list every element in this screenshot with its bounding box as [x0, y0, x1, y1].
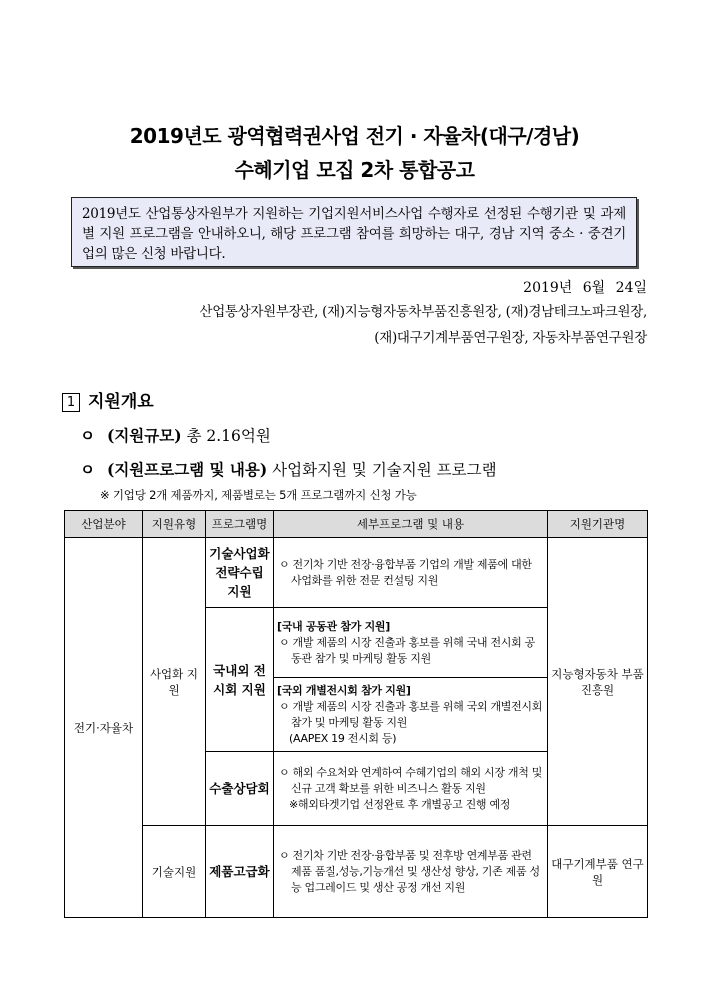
bullet-symbol: ㅇ [80, 427, 95, 445]
bullet-text: 총 2.16억원 [186, 427, 271, 445]
cell-program-export: 수출상담회 [206, 752, 274, 826]
bullet-support-scale [80, 424, 271, 446]
document-subtitle: 수혜기업 모집 2차 통합공고 [234, 158, 475, 182]
announcement-date: 2019년 6월 24일 [523, 280, 647, 296]
section-heading [62, 387, 154, 412]
cell-industry: 전기·자율차 [65, 538, 143, 918]
cell-type-tech: 기술지원 [143, 826, 206, 918]
section-title: 지원개요 [88, 392, 154, 412]
section-number: 1 [62, 393, 80, 412]
detail-note: (AAPEX 19 전시회 등) [289, 731, 397, 745]
cell-program-strategy: 기술사업화 전략수립 지원 [206, 538, 274, 608]
bullet-symbol: ㅇ [80, 461, 95, 479]
cell-detail-domestic [274, 608, 548, 678]
cell-type-commercial: 사업화 지원 [143, 538, 206, 826]
detail-text: ㅇ 해외 수요처와 연계하여 수혜기업의 해외 시장 개척 및 신규 고객 확보를 위한 비즈니스 활동 지원 [279, 765, 543, 795]
cell-detail-upgrade [274, 826, 548, 918]
header-organization: 지원기관명 [548, 511, 648, 538]
detail-text: ㅇ 전기차 기반 전장·융합부품 기업의 개발 제품에 대한 사업화를 위한 전문 컨설팅 지원 [279, 557, 532, 587]
cell-program-upgrade: 제품고급화 [206, 826, 274, 918]
header-program: 프로그램명 [206, 511, 274, 538]
cell-detail-strategy [274, 538, 548, 608]
detail-subtitle: [국내 공동관 참가 지원] [277, 619, 390, 633]
bullet-support-programs [80, 458, 497, 480]
header-industry: 산업분야 [65, 511, 143, 538]
bullet-label: (지원프로그램 및 내용) [106, 460, 268, 479]
cell-program-exhibition: 국내외 전시회 지원 [206, 608, 274, 752]
application-note: ※ 기업당 2개 제품까지, 제품별로는 5개 프로그램까지 신청 가능 [100, 488, 417, 502]
header-detail: 세부프로그램 및 내용 [274, 511, 548, 538]
table-row [65, 538, 648, 608]
header-support-type: 지원유형 [143, 511, 206, 538]
detail-text: ㅇ 개발 제품의 시장 진출과 홍보를 위해 국외 개별전시회 참가 및 마케팅 활동 지원 [279, 699, 543, 729]
program-table [64, 510, 648, 918]
detail-note: ※해외타겟기업 선정완료 후 개별공고 진행 예정 [289, 797, 511, 811]
cell-detail-overseas [274, 678, 548, 752]
detail-subtitle: [국외 개별전시회 참가 지원] [277, 683, 411, 697]
table-row [65, 826, 648, 918]
detail-text: ㅇ 개발 제품의 시장 진출과 홍보를 위해 국내 전시회 공동관 참가 및 마케팅 활동 지원 [279, 635, 535, 665]
table-header-row [65, 511, 648, 538]
bullet-label: (지원규모) [106, 426, 182, 445]
cell-org-2: 대구기계부품 연구원 [548, 826, 648, 918]
organizers-line-2: (재)대구기계부품연구원장, 자동차부품연구원장 [374, 330, 647, 346]
detail-text: ㅇ 전기차 기반 전장·융합부품 및 전후방 연계부품 관련 제품 품질,성능,기능개선 및 생산성 향상, 기존 제품 성능 업그레이드 및 생산 공정 개선 지원 [279, 848, 540, 894]
document-title: 2019년도 광역협력권사업 전기 · 자율차(대구/경남) [129, 124, 580, 148]
cell-org-1: 지능형자동차 부품진흥원 [548, 538, 648, 826]
bullet-text: 사업화지원 및 기술지원 프로그램 [272, 461, 497, 479]
cell-detail-export [274, 752, 548, 826]
organizers-line-1: 산업통상자원부장관, (재)지능형자동차부품진흥원장, (재)경남테크노파크원장, [199, 304, 647, 320]
intro-box: 2019년도 산업통상자원부가 지원하는 기업지원서비스사업 수행자로 선정된 수행기관 및 과제별 지원 프로그램을 안내하오니, 해당 프로그램 참여를 희망하는 대구, 경남 지역 중소 · 중견기업의 많은 신청 바랍니다. [71, 197, 637, 267]
